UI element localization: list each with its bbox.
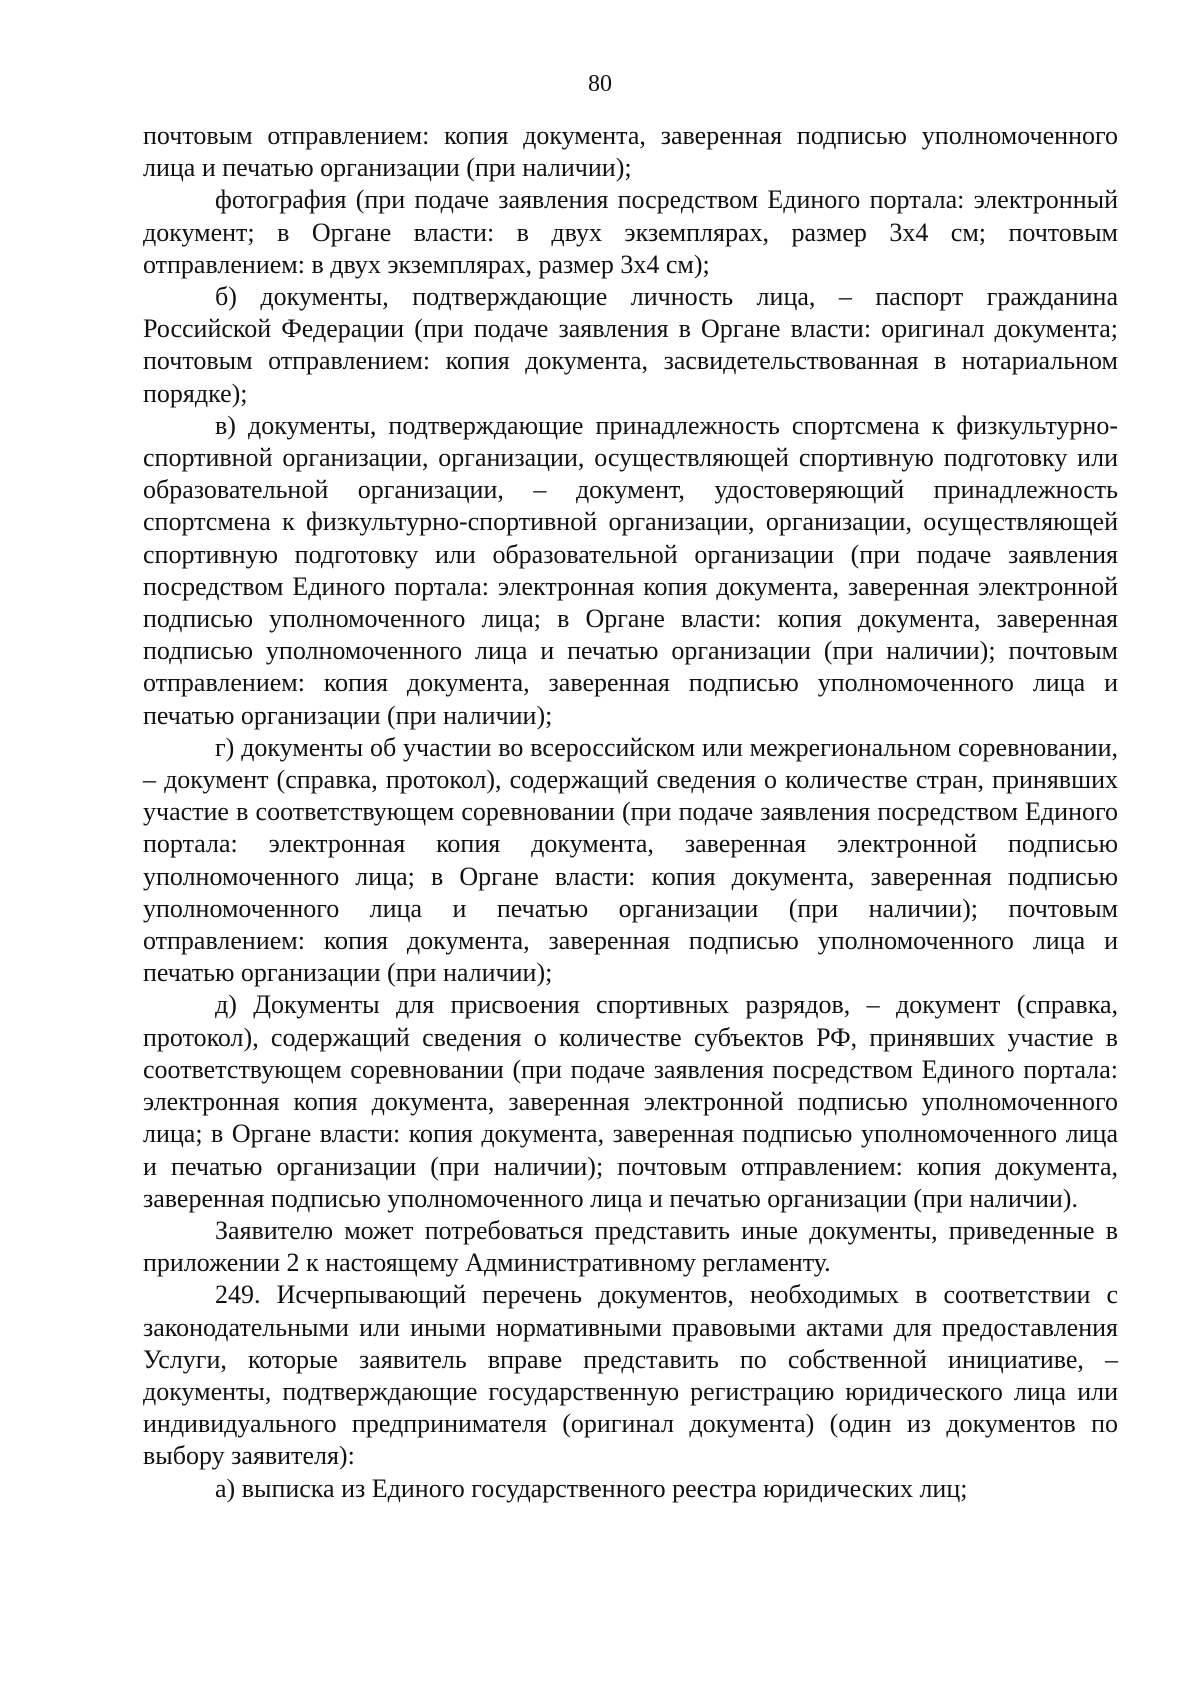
paragraph-sports-ranks: д) Документы для присвоения спортивных разрядов, – документ (справка, протокол), содержащий сведения о количестве субъектов РФ, принявших участие в соответствующем соревновании (при подаче заявления посредством Единого портала: электронная копия документа, заверенная электронной подписью уполномоченного лица; в Органе власти: копия документа, заверенная подписью уполномоченного лица и печатью организации (при наличии); почтовым отправлением: копия документа, заверенная подписью уполномоченного лица и печатью организации (при наличии). [143,990,1118,1213]
page-number: 80 [588,71,612,97]
paragraph-identity-documents: б) документы, подтверждающие личность лица, – паспорт гражданина Российской Федерации (при подаче заявления в Органе власти: оригинал документа; почтовым отправлением: копия документа, засвидетельствованная в нотариальном порядке); [143,282,1118,408]
paragraph-postal-copy: почтовым отправлением: копия документа, заверенная подписью уполномоченного лица и печатью организации (при наличии); [143,121,1118,183]
paragraph-section-249: 249. Исчерпывающий перечень документов, необходимых в соответствии с законодательными или иными нормативными правовыми актами для предоставления Услуги, которые заявитель вправе представить по собственной инициативе, – документы, подтверждающие государственную регистрацию юридического лица или индивидуального предпринимателя (оригинал документа) (один из документов по выбору заявителя): [143,1280,1118,1471]
document-body [143,120,1118,1505]
paragraph-other-documents: Заявителю может потребоваться представить иные документы, приведенные в приложении 2 к настоящему Административному регламенту. [143,1215,1118,1278]
paragraph-membership-documents: в) документы, подтверждающие принадлежность спортсмена к физкультурно-спортивной организации, организации, осуществляющей спортивную подготовку или образовательной организации, – документ, удостоверяющий принадлежность спортсмена к физкультурно-спортивной организации, организации, осуществляющей спортивную подготовку или образовательной организации (при подаче заявления посредством Единого портала: электронная копия документа, заверенная электронной подписью уполномоченного лица; в Органе власти: копия документа, заверенная подписью уполномоченного лица и печатью организации (при наличии); почтовым отправлением: копия документа, заверенная подписью уполномоченного лица и печатью организации (при наличии); [143,410,1118,730]
paragraph-competition-participation: г) документы об участии во всероссийском или межрегиональном соревновании, – документ (справка, протокол), содержащий сведения о количестве стран, принявших участие в соответствующем соревновании (при подаче заявления посредством Единого портала: электронная копия документа, заверенная электронной подписью уполномоченного лица; в Органе власти: копия документа, заверенная подписью уполномоченного лица и печатью организации (при наличии); почтовым отправлением: копия документа, заверенная подписью уполномоченного лица и печатью организации (при наличии); [143,732,1118,988]
paragraph-photo: фотография (при подаче заявления посредством Единого портала: электронный документ; в Органе власти: в двух экземплярах, размер 3х4 см; почтовым отправлением: в двух экземплярах, размер 3х4 см); [143,185,1118,279]
paragraph-legal-entities-register: а) выписка из Единого государственного реестра юридических лиц; [215,1473,968,1503]
